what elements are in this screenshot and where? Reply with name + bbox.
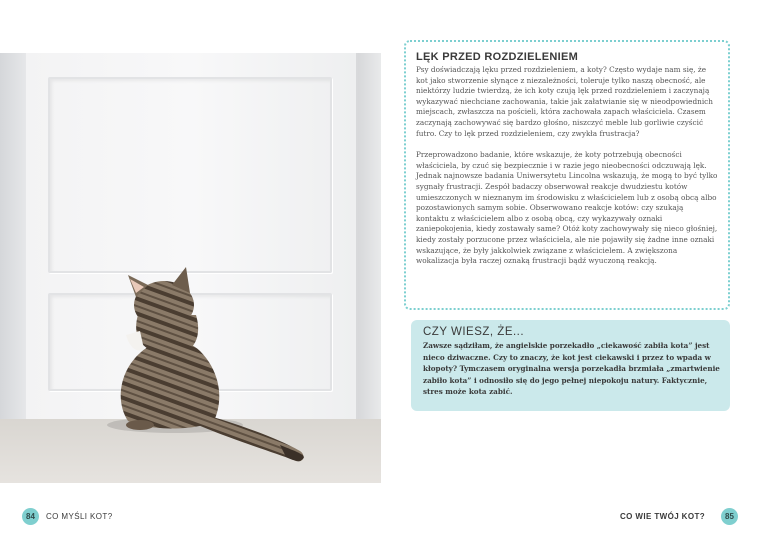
page-number-left: 84: [22, 508, 39, 525]
page-number-right: 85: [721, 508, 738, 525]
article-box: [404, 40, 730, 310]
article-paragraph: Przeprowadzono badanie, które wskazuje, że koty potrzebują obecności właściciela, by czuć się bezpiecznie i w razie jego nieobecności odczuwają lęk. Jednak najnowsze badania Uniwersytetu Lincolna wskazują, że mogą to być tylko sygnały frustracji. Zespół badaczy obserwował reakcje dwudziestu kotów umieszczonych w nieznanym im środowisku z właścicielem lub z osobą obcą albo pozostawionych samym sobie. Obserwowano reakcje kotów: czy szukają kontaktu z właścicielem albo z osobą obcą, czy wykazywały oznaki zaniepokojenia, kiedy zostawały same? Otóż koty zachowywały się nieco głośniej, kiedy zostały porzucone przez właściciela, ale nie pojawiły się żadne inne oznaki wskazujące, że były jakkolwiek związane z właścicielem. A zwiększona wokalizacja była raczej oznaką frustracji bądź wyuczoną reakcją.: [416, 150, 718, 266]
article-paragraph: Psy doświadczają lęku przed rozdzieleniem, a koty? Często wydaje nam się, że kot jako stworzenie słynące z niezależności, toleruje tylko naszą obecność, ale niektórzy ludzie twierdzą, że ich koty czują lęk przed rozdzieleniem i zaczynają wykazywać niechciane zachowania, takie jak załatwianie się w nieodpowiednich miejscach, zwłaszcza na pościeli, która zachowała zapach właściciela. Czasem zaczynają zachowywać się bardzo głośno, niszczyć meble lub gorliwie czyścić futro. Czy to lęk przed rozdzieleniem, czy zwykła frustracja?: [416, 65, 713, 138]
did-you-know-box: [411, 320, 730, 411]
did-you-know-heading: CZY WIESZ, ŻE...: [423, 326, 525, 338]
cat-at-door-photo: [0, 53, 381, 483]
cat-icon: [0, 53, 381, 483]
running-title-left: CO MYŚLI KOT?: [46, 512, 113, 521]
running-title-right: CO WIE TWÓJ KOT?: [620, 512, 706, 521]
article-heading: LĘK PRZED ROZDZIELENIEM: [416, 51, 579, 63]
did-you-know-text: Zawsze sądziłam, że angielskie porzekadło „ciekawość zabiła kota” jest nieco dziwaczne. Czy to znaczy, że kot jest ciekawski i przez to wpada w kłopoty? Tymczasem oryginalna wersja porzekadła brzmiała „zmartwienie zabiło kota” i odnosiło się do jego pełnej niepokoju natury. Faktycznie, stres może kota zabić.: [423, 341, 720, 397]
